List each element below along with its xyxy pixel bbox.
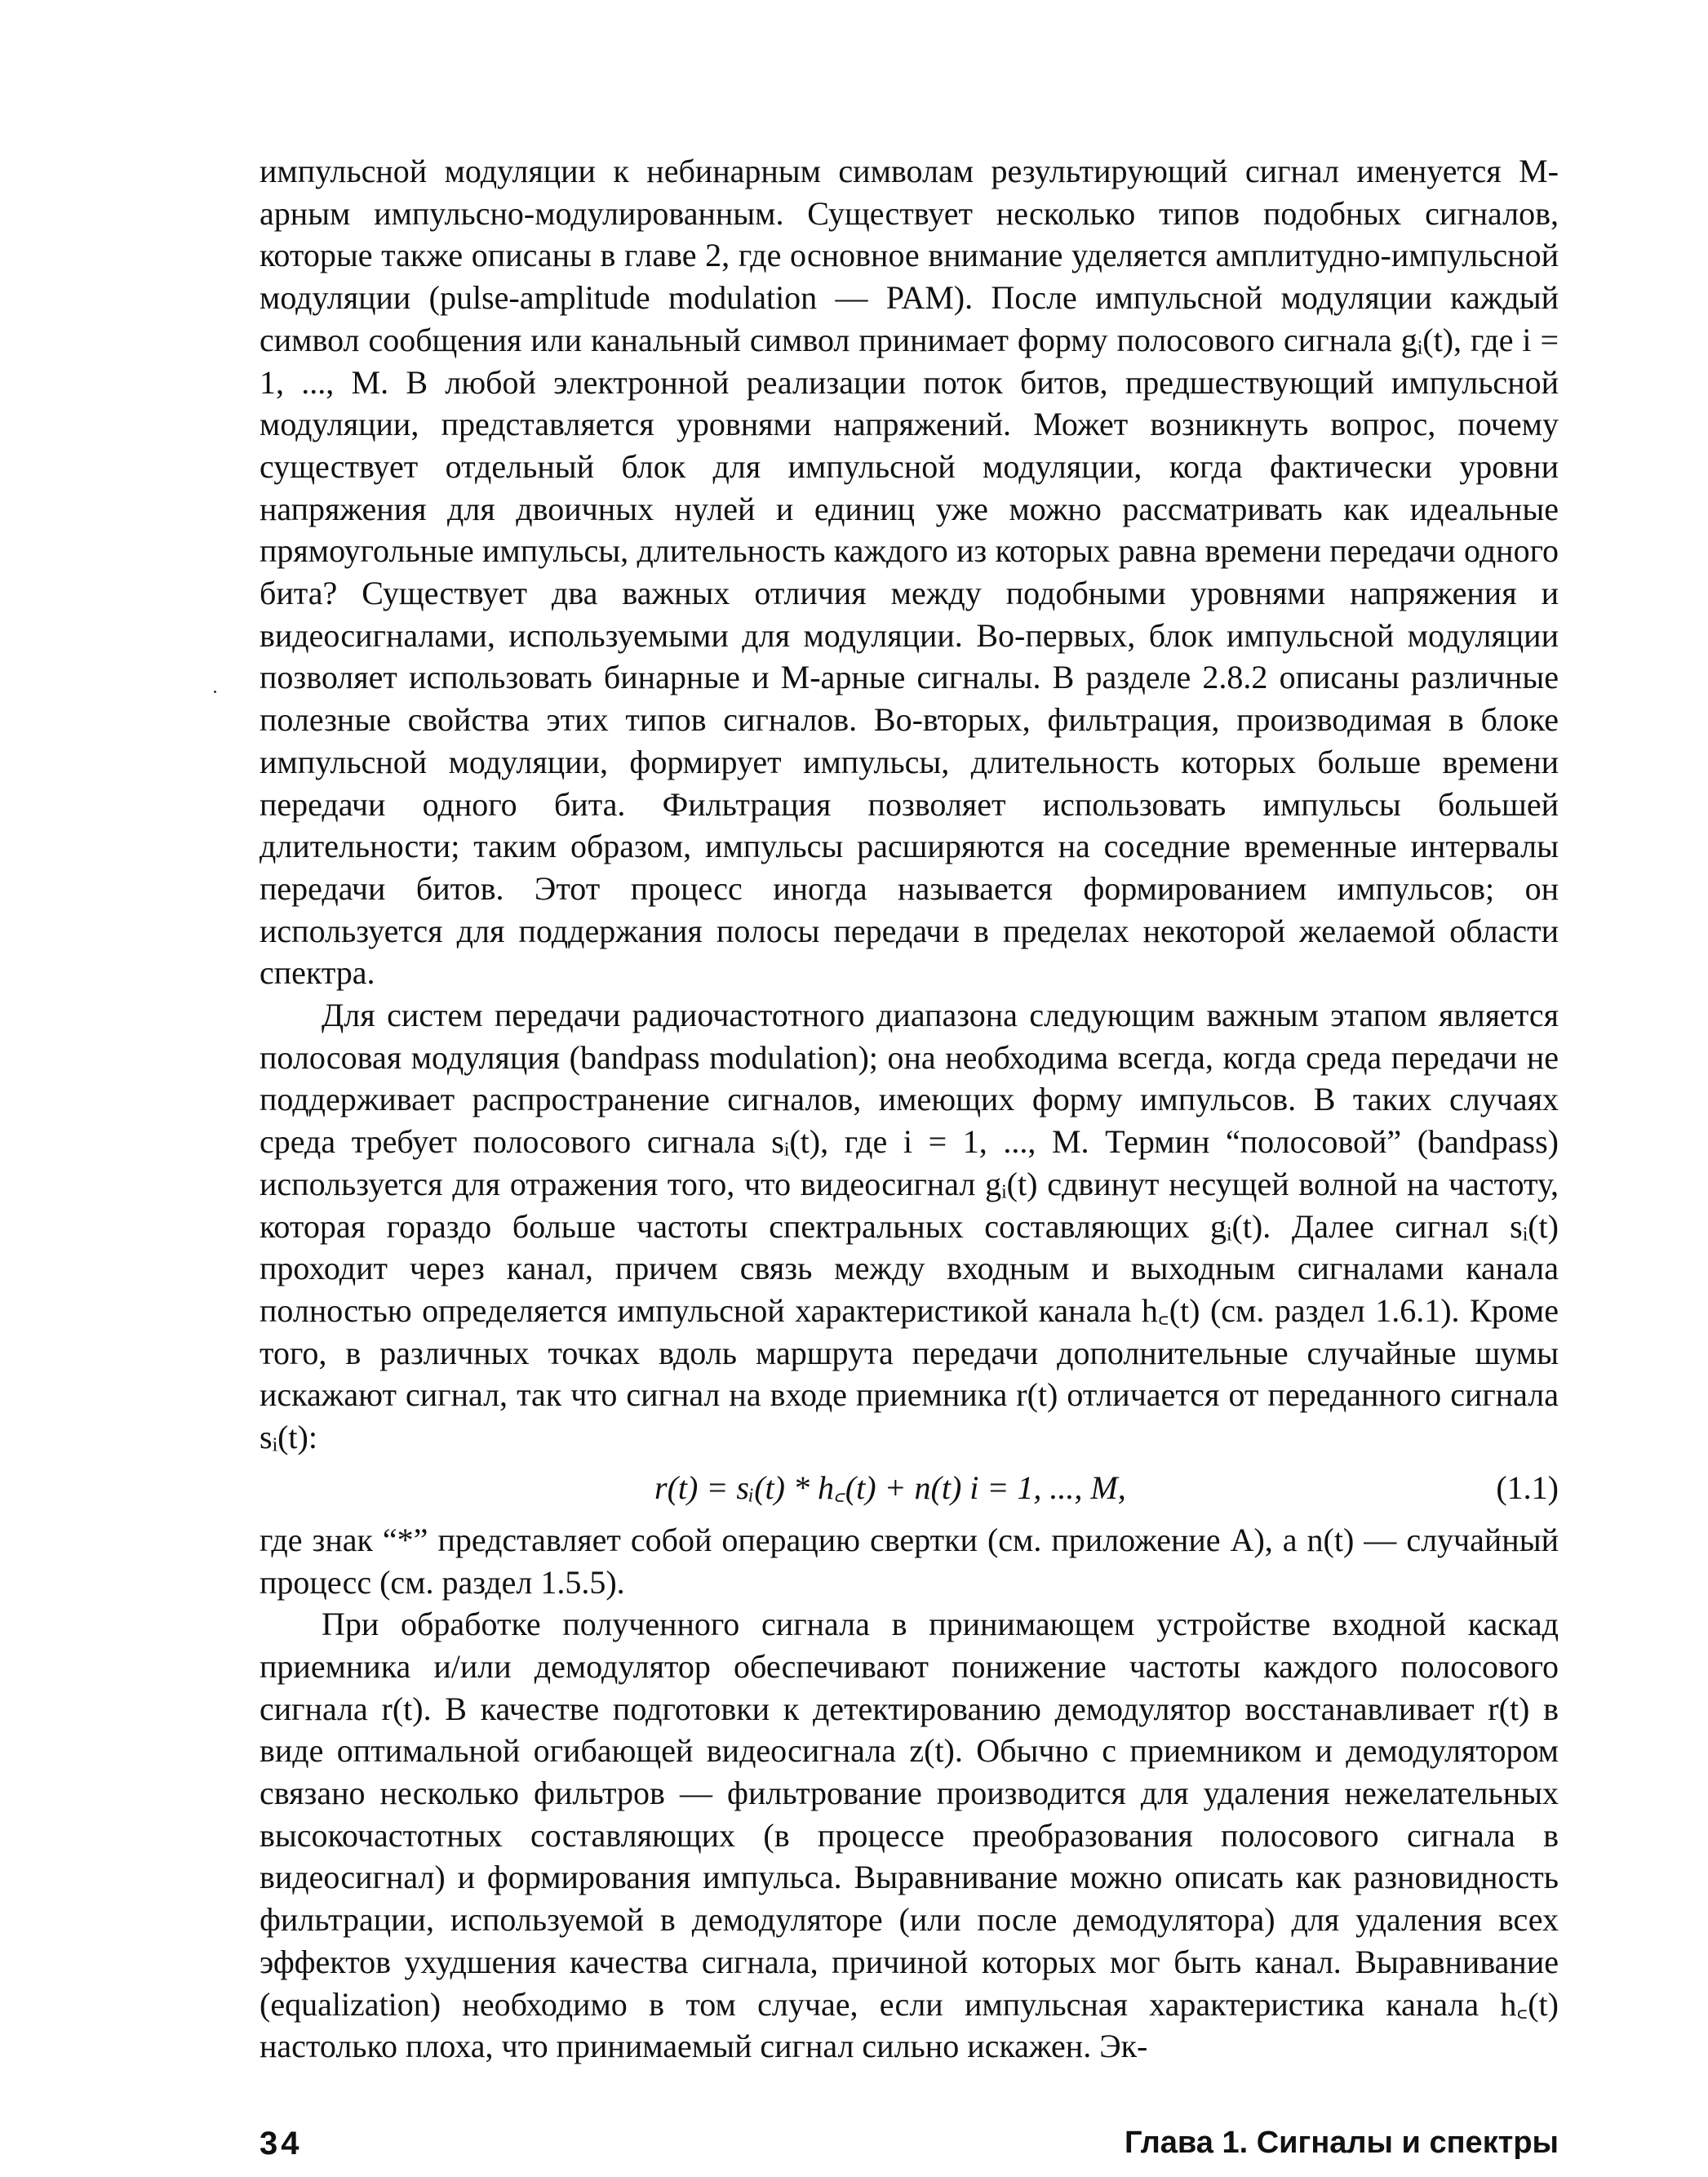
equation-number: (1.1)	[1496, 1468, 1559, 1506]
paragraph-1: импульсной модуляции к небинарным символам результирующий сигнал именуется М-арным импульсно-модулированным. Существует несколько типов подобных сигналов, которые также описаны в главе 2, где основное внимание уделяется амплитудно-импульсной модуляции (pulse-amplitude modulation — PAM). После импульсной модуляции каждый символ сообщения или канальный символ принимает форму полосового сигнала gᵢ(t), где i = 1, ..., M. В любой электронной реализации поток битов, предшествующий импульсной модуляции, представляется уровнями напряжений. Может возникнуть вопрос, почему существует отдельный блок для импульсной модуляции, когда фактически уровни напряжения для двоичных нулей и единиц уже можно рассматривать как идеальные прямоугольные импульсы, длительность каждого из которых равна времени передачи одного бита? Существует два важных отличия между подобными уровнями напряжения и видеосигналами, используемыми для модуляции. Во-первых, блок импульсной модуляции позволяет использовать бинарные и М-арные сигналы. В разделе 2.8.2 описаны различные полезные свойства этих типов сигналов. Во-вторых, фильтрация, производимая в блоке импульсной модуляции, формирует импульсы, длительность которых больше времени передачи одного бита. Фильтрация позволяет использовать импульсы большей длительности; таким образом, импульсы расширяются на соседние временные интервалы передачи битов. Этот процесс иногда называется формированием импульсов; он используется для поддержания полосы передачи в пределах некоторой желаемой области спектра.	[260, 153, 1559, 992]
paragraph-2: Для систем передачи радиочастотного диапазона следующим важным этапом является полосовая модуляция (bandpass modulation); она необходима всегда, когда среда передачи не поддерживает распространение сигналов, имеющих форму импульсов. В таких случаях среда требует полосового сигнала sᵢ(t), где i = 1, ..., M. Термин “полосовой” (bandpass) используется для отражения того, что видеосигнал gᵢ(t) сдвинут несущей волной на частоту, которая гораздо больше частоты спектральных составляющих gᵢ(t). Далее сигнал sᵢ(t) проходит через канал, причем связь между входным и выходным сигналами канала полностью определяется импульсной характеристикой канала h꜀(t) (см. раздел 1.6.1). Кроме того, в различных точках вдоль маршрута передачи дополнительные случайные шумы искажают сигнал, так что сигнал на входе приемника r(t) отличается от переданного сигнала sᵢ(t):	[260, 997, 1559, 1456]
running-head: Глава 1. Сигналы и спектры	[1124, 2126, 1559, 2160]
equation-1-1	[260, 1464, 1559, 1513]
equation-body: r(t) = sᵢ(t) * h꜀(t) + n(t) i = 1, ..., M,	[654, 1468, 1126, 1506]
page-footer	[260, 2126, 1559, 2166]
page-number: 34	[260, 2126, 303, 2161]
scan-speck	[214, 691, 216, 693]
paragraph-4: При обработке полученного сигнала в принимающем устройстве входной каскад приемника и/или демодулятор обеспечивают понижение частоты каждого полосового сигнала r(t). В качестве подготовки к детектированию демодулятор восстанавливает r(t) в виде оптимальной огибающей видеосигнала z(t). Обычно с приемником и демодулятором связано несколько фильтров — фильтрование производится для удаления нежелательных высокочастотных составляющих (в процессе преобразования полосового сигнала в видеосигнал) и формирования импульса. Выравнивание можно описать как разновидность фильтрации, используемой в демодуляторе (или после демодулятора) для удаления всех эффектов ухудшения качества сигнала, причиной которых мог быть канал. Выравнивание (equalization) необходимо в том случае, если импульсная характеристика канала h꜀(t) настолько плоха, что принимаемый сигнал сильно искажен. Эк-	[260, 1606, 1559, 2065]
page-body	[260, 150, 1559, 2068]
paragraph-3: где знак “*” представляет собой операцию свертки (см. приложение А), а n(t) — случайный процесс (см. раздел 1.5.5).	[260, 1521, 1559, 1601]
